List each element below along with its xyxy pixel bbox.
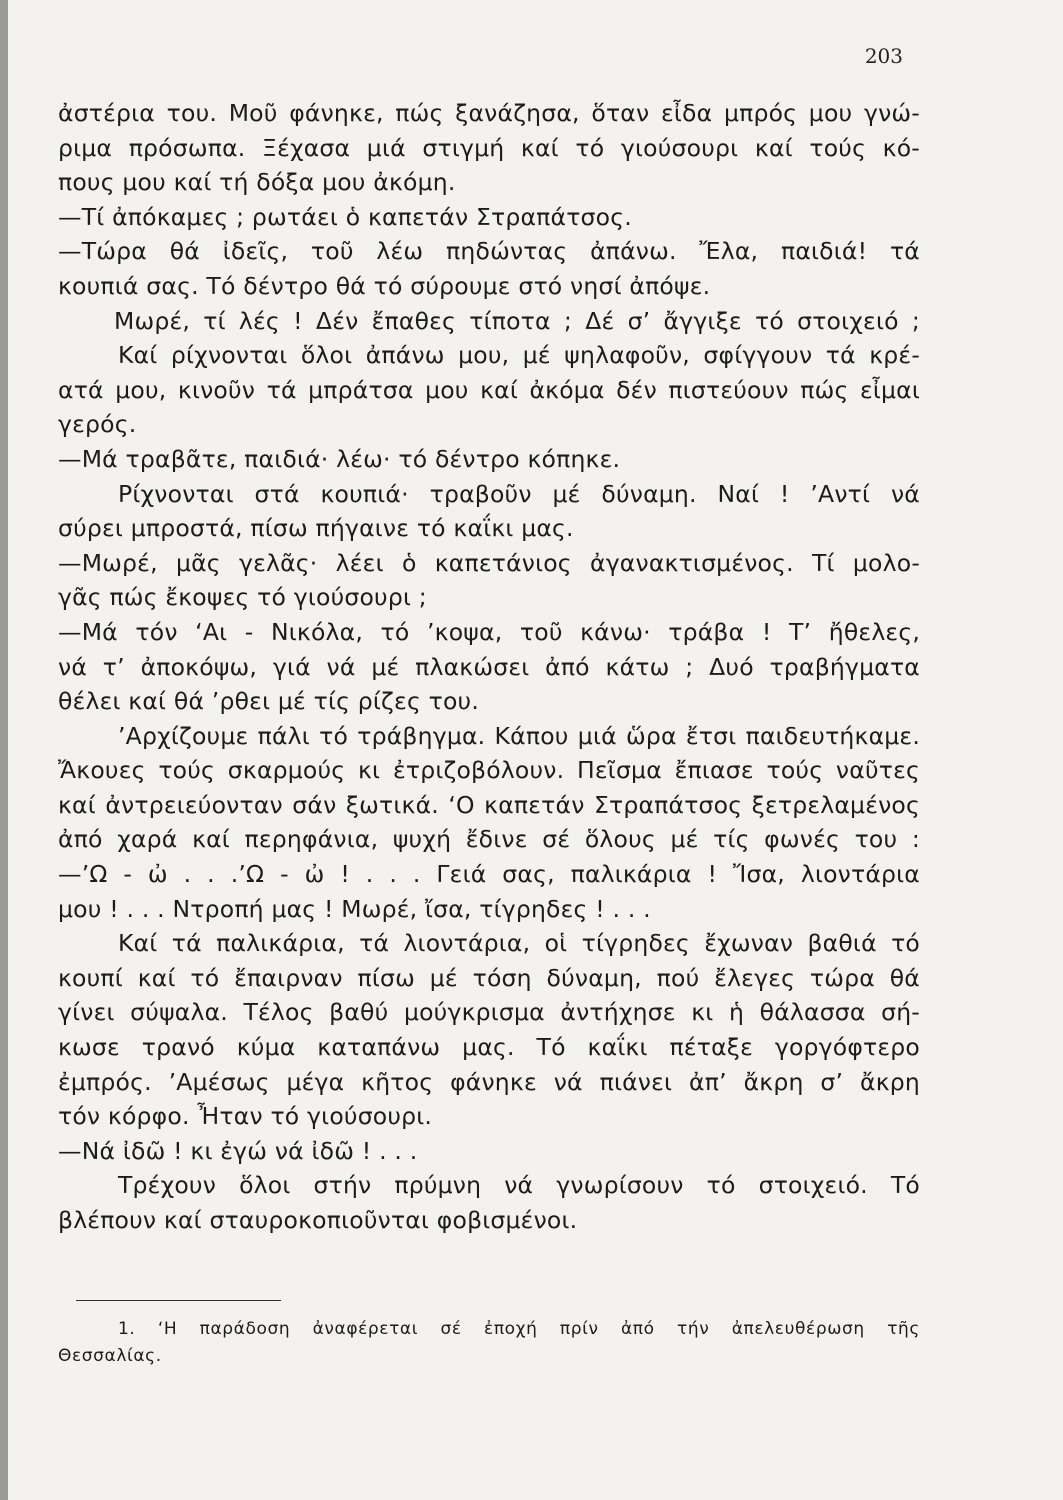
footnote-divider [76,1300,281,1301]
text-line: —Μά τόν ‘Αι - Νικόλα, τό ’κοψα, τοῦ κάνω· τράβα ! Τ’ ἤθελες, [58,617,920,646]
text-line: βλέπουν καί σταυροκοπιοῦνται φοβισμένοι. [58,1206,578,1234]
text-line: κουπί καί τό ἔπαιρναν πίσω μέ τόση δύναμη, πού ἔλεγες τώρα θά [58,963,920,992]
text-line: θέλει καί θά ’ρθει μέ τίς ρίζες του. [58,687,479,716]
text-line: ’Αρχίζουμε πάλι τό τράβηγμα. Κάπου μιά ὥρα ἔτσι παιδευτήκαμε. [118,721,920,750]
text-line: γίνει σύψαλα. Τέλος βαθύ μούγκρισμα ἀντήχησε κι ἡ θάλασσα σή- [58,998,920,1027]
text-line: κουπιά σας. Τό δέντρο θά τό σύρουμε στό νησί ἀπόψε. [58,271,711,300]
body-text [58,96,920,1238]
text-line: ἐμπρός. ’Αμέσως μέγα κῆτος φάνηκε νά πιάνει ἀπ’ ἄκρη σ’ ἄκρη [58,1067,920,1096]
text-line: σύρει μπροστά, πίσω πήγαινε τό καΐκι μας. [58,514,574,543]
text-line: —Μά τραβᾶτε, παιδιά· λέω· τό δέντρο κόπηκε. [58,444,621,473]
text-line: Καί τά παλικάρια, τά λιοντάρια, οἱ τίγρηδες ἔχωναν βαθιά τό [118,929,920,958]
text-line: ατά μου, κινοῦν τά μπράτσα μου καί ἀκόμα δέν πιστεύουν πώς εἶμαι [58,375,920,404]
text-line: νά τ’ ἀποκόψω, γιά νά μέ πλακώσει ἀπό κάτω ; Δυό τραβήγματα [58,652,920,681]
page-number: 203 [864,44,903,68]
text-line: —Τώρα θά ἰδεῖς, τοῦ λέω πηδώντας ἀπάνω. Ἔλα, παιδιά! τά [58,237,920,266]
footnote [58,1316,920,1370]
text-line: Τρέχουν ὅλοι στήν πρύμνη νά γνωρίσουν τό στοιχειό. Τό [118,1171,920,1200]
text-line: πους μου καί τή δόξα μου ἀκόμη. [58,168,456,197]
text-line: ἀστέρια του. Μοῦ φάνηκε, πώς ξανάζησα, ὅταν εἶδα μπρός μου γνώ- [58,99,920,127]
text-line: γᾶς πώς ἔκοψες τό γιούσουρι ; [58,583,427,612]
text-line: καί ἀντρειεύονταν σάν ξωτικά. ‘Ο καπετάν Στραπάτσος ξετρελαμένος [58,790,920,819]
text-line: Ρίχνονται στά κουπιά· τραβοῦν μέ δύναμη. Ναί ! ’Αντί νά [118,479,920,508]
text-line: —’Ω - ὠ . . .’Ω - ὠ ! . . . Γειά σας, παλικάρια ! Ἴσα, λιοντάρια [58,860,920,889]
text-line: Μωρέ, τί λές ! Δέν ἔπαθες τίποτα ; Δέ σ’ ἄγγιξε τό στοιχειό ; [114,306,920,335]
book-page [8,0,1063,1500]
text-line: μου ! . . . Ντροπή μας ! Μωρέ, ἴσα, τίγρηδες ! . . . [58,894,651,923]
text-line: κωσε τρανό κύμα καταπάνω μας. Τό καΐκι πέταξε γοργόφτερο [58,1033,920,1062]
text-line: —Τί ἀπόκαμες ; ρωτάει ὁ καπετάν Στραπάτσος. [58,202,632,231]
text-line: γερός. [58,410,137,439]
text-line: —Μωρέ, μᾶς γελᾶς· λέει ὁ καπετάνιος ἀγανακτισμένος. Τί μολο- [58,548,920,577]
text-line: τόν κόρφο. Ἦταν τό γιούσουρι. [58,1102,433,1131]
text-line: Ἄκουες τούς σκαρμούς κι ἐτριζοβόλουν. Πεῖσμα ἔπιασε τούς ναῦτες [58,756,920,785]
footnote-line: Θεσσαλίας. [58,1346,162,1366]
text-line: —Νά ἰδῶ ! κι ἐγώ νά ἰδῶ ! . . . [58,1136,418,1165]
text-line: ριμα πρόσωπα. Ξέχασα μιά στιγμή καί τό γιούσουρι καί τούς κό- [58,133,920,162]
footnote-line: 1. ‘Η παράδοση ἀναφέρεται σέ ἐποχή πρίν ἀπό τήν ἀπελευθέρωση τῆς [118,1319,920,1339]
text-line: Καί ρίχνονται ὅλοι ἀπάνω μου, μέ ψηλαφοῦν, σφίγγουν τά κρέ- [118,341,920,370]
text-line: ἀπό χαρά καί περηφάνια, ψυχή ἔδινε σέ ὅλους μέ τίς φωνές του : [58,825,920,854]
